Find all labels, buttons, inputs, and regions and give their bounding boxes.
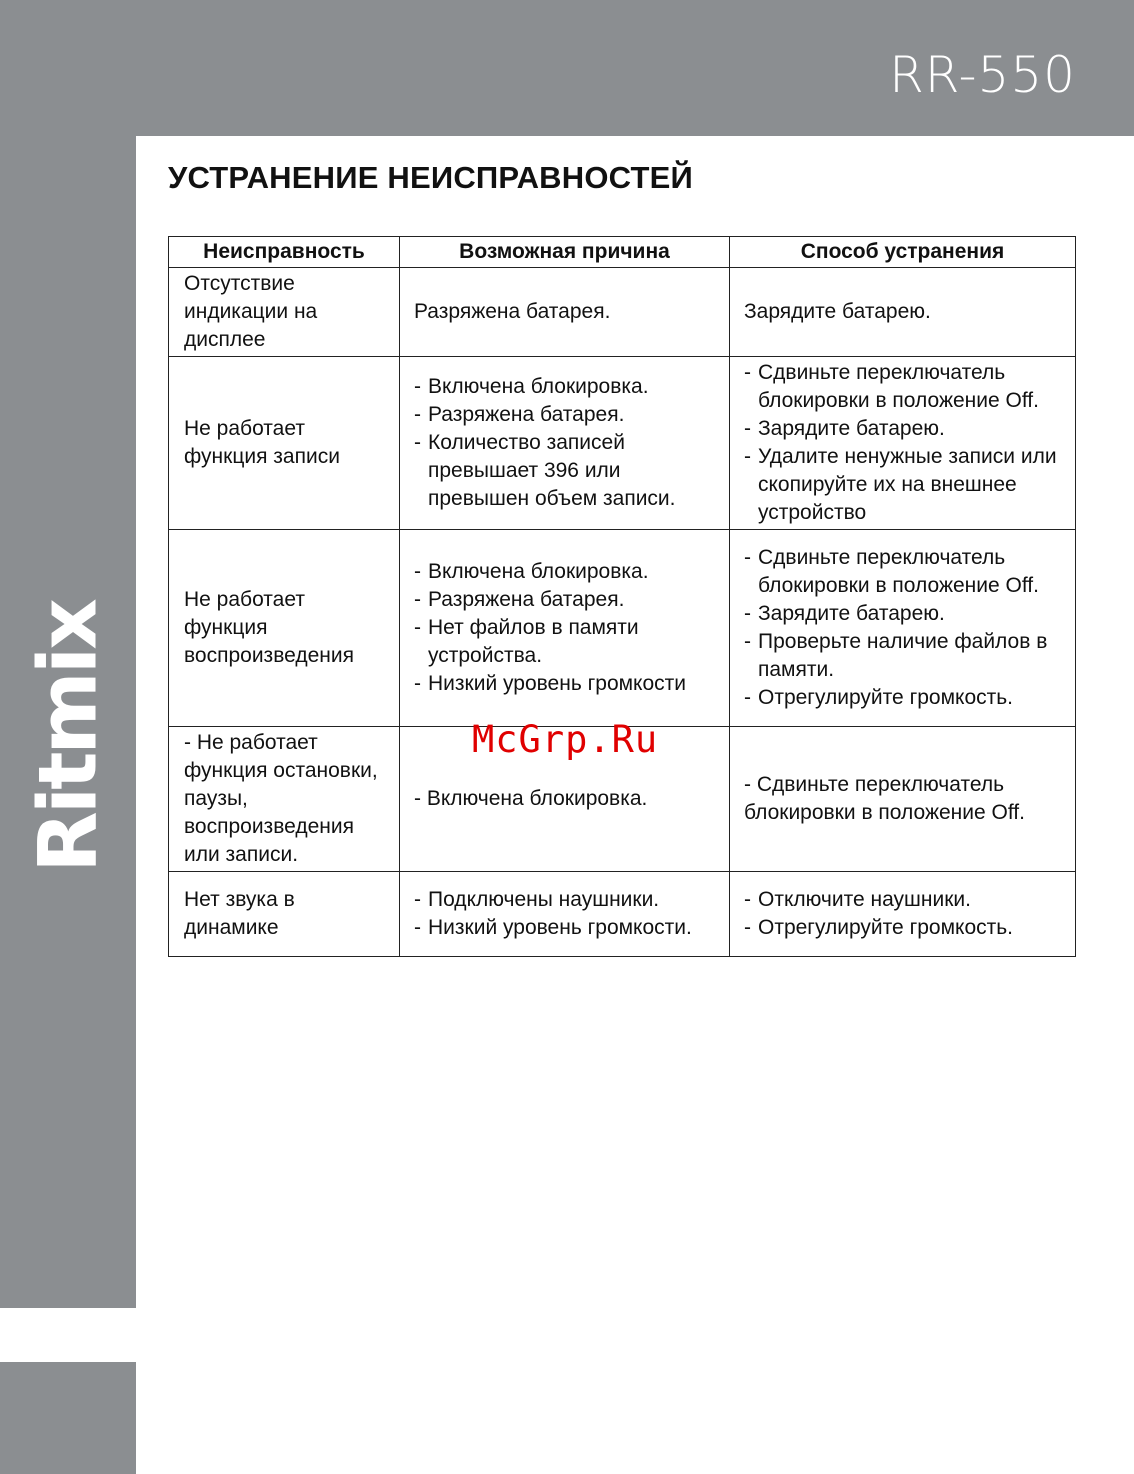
fix-item: - Зарядите батарею.	[744, 417, 945, 440]
cause-item: - Подключены наушники.	[414, 888, 660, 911]
watermark-text: McGrp.Ru	[472, 718, 659, 761]
fix-cell	[730, 872, 1076, 957]
fix-item: - Отключите наушники.	[744, 888, 971, 911]
cause-item: - Включена блокировка.	[414, 560, 649, 583]
fix-item: - Сдвиньте переключатель блокировки в положение Off.	[744, 546, 1039, 597]
cause-cell	[400, 872, 730, 957]
problem-cell: - Не работает функция остановки, паузы, воспроизведения или записи.	[169, 727, 400, 872]
fix-item: - Проверьте наличие файлов в памяти.	[744, 630, 1048, 681]
cause-item: - Включена блокировка.	[414, 375, 649, 398]
troubleshooting-table	[168, 236, 1076, 957]
fix-cell	[730, 357, 1076, 530]
fix-item: - Отрегулируйте громкость.	[744, 916, 1014, 939]
cause-item: - Разряжена батарея.	[414, 403, 625, 426]
problem-cell: Не работает функция записи	[169, 357, 400, 530]
model-name: RR-550	[889, 46, 1076, 104]
problem-cell: Отсутствие индикации на дисплее	[169, 268, 400, 357]
problem-cell: Не работает функция воспроизведения	[169, 530, 400, 727]
cause-item: - Разряжена батарея.	[414, 588, 625, 611]
fix-cell	[730, 530, 1076, 727]
table-header-row	[169, 237, 1076, 268]
cause-item: - Низкий уровень громкости.	[414, 916, 692, 939]
table-row	[169, 268, 1076, 357]
fix-cell: - Сдвиньте переключатель блокировки в положение Off.	[730, 727, 1076, 872]
side-band-bottom	[0, 1362, 136, 1474]
cause-item: - Низкий уровень громкости	[414, 672, 687, 695]
fix-cell: Зарядите батарею.	[730, 268, 1076, 357]
brand-logo-text: Ritmix	[21, 601, 115, 873]
page-title: УСТРАНЕНИЕ НЕИСПРАВНОСТЕЙ	[168, 160, 693, 195]
cause-cell: - Включена блокировка.	[400, 727, 730, 872]
table-row	[169, 530, 1076, 727]
table-row	[169, 357, 1076, 530]
column-header-cause: Возможная причина	[400, 237, 730, 268]
fix-item: - Зарядите батарею.	[744, 602, 945, 625]
column-header-fix: Способ устранения	[730, 237, 1076, 268]
cause-item: - Нет файлов в памяти устройства.	[414, 616, 639, 667]
cause-item: - Количество записей превышает 396 или превышен объем записи.	[414, 431, 676, 510]
brand-logo	[20, 601, 116, 873]
fix-item: - Сдвиньте переключатель блокировки в положение Off.	[744, 361, 1039, 412]
fix-item: - Удалите ненужные записи или скопируйте их на внешнее устройство	[744, 445, 1057, 524]
cause-cell	[400, 530, 730, 727]
problem-cell: Нет звука в динамике	[169, 872, 400, 957]
cause-cell	[400, 357, 730, 530]
cause-cell: Разряжена батарея.	[400, 268, 730, 357]
column-header-problem: Неисправность	[169, 237, 400, 268]
fix-item: - Отрегулируйте громкость.	[744, 686, 1014, 709]
table-row	[169, 872, 1076, 957]
